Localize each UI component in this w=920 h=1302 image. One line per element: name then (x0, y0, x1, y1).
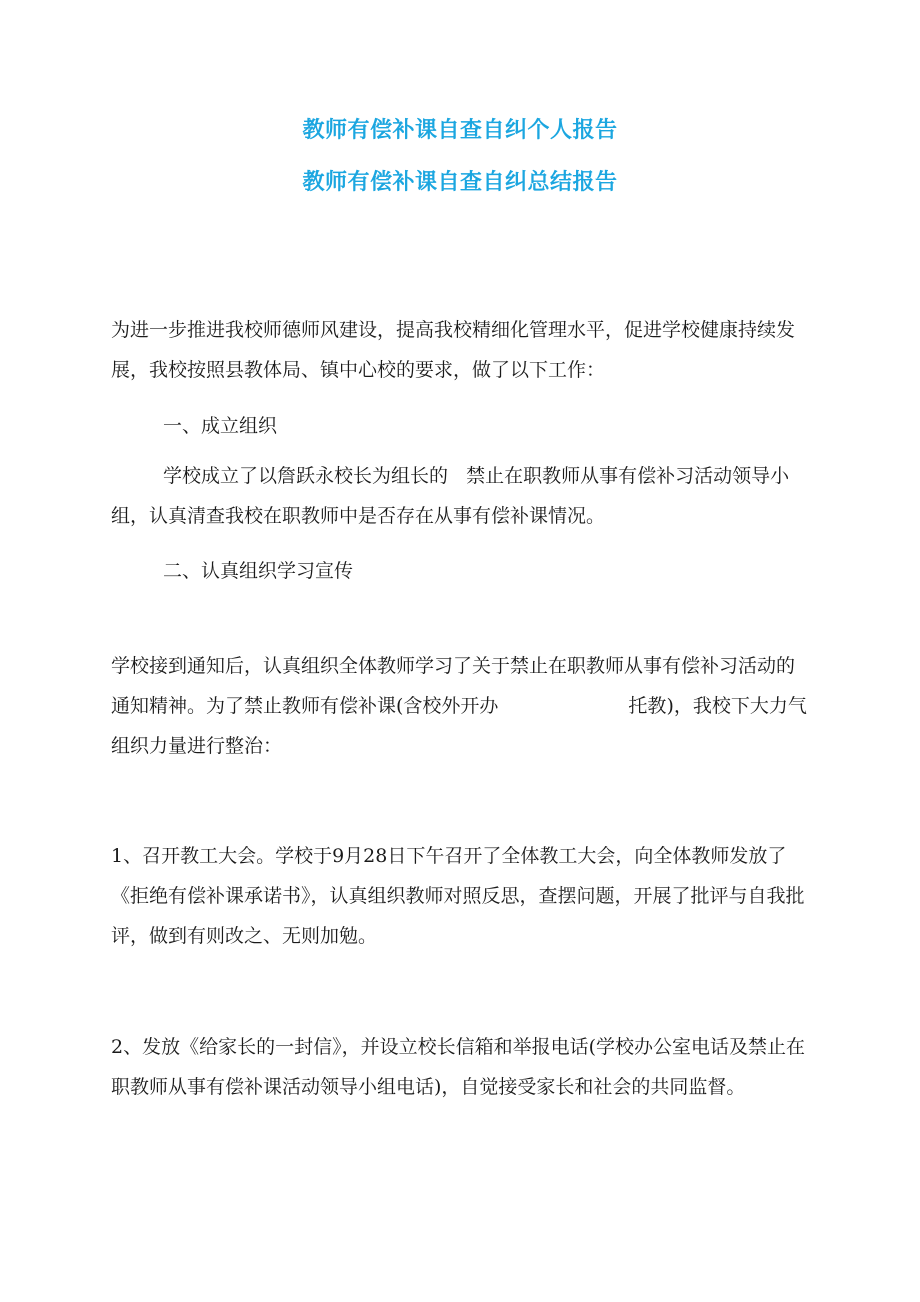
section-2-text-part3: )，我校下大力气组织力量进行整治： (111, 695, 807, 757)
document-title-1: 教师有偿补课自查自纠个人报告 (302, 118, 618, 143)
list-item-2: 2、发放《给家长的一封信》，并设立校长信箱和举报电话(学校办公室电话及禁止在职教师从事有偿补课活动领导小组电话)，自觉接受家长和社会的共同监督。 (111, 1036, 806, 1098)
document-title-2: 教师有偿补课自查自纠总结报告 (302, 170, 618, 195)
list-item-1: 1、召开教工大会。学校于9月28日下午召开了全体教工大会，向全体教师发放了《拒绝有偿补课承诺书》，认真组织教师对照反思，查摆问题，开展了批评与自我批评，做到有则改之、无则加勉。 (111, 845, 805, 947)
title-block (0, 116, 920, 220)
section-1-text-part2: 禁止在职教师从事有偿补习活动领导小组，认真清查我校在职教师中是否存在从事有偿补课情况。 (111, 465, 790, 527)
section-2-text-part2: 托教 (628, 695, 667, 717)
section-heading-1: 一、成立组织 (163, 415, 278, 437)
intro-paragraph: 为进一步推进我校师德师风建设，提高我校精细化管理水平，促进学校健康持续发展，我校按照县教体局、镇中心校的要求，做了以下工作： (111, 319, 796, 381)
section-1-text-part1: 学校成立了以詹跃永校长为组长的 (163, 465, 449, 487)
section-1-paragraph (111, 456, 811, 536)
section-2-text-part1: 学校接到通知后，认真组织全体教师学习了关于禁止在职教师从事有偿补习活动的通知精神。为了禁止教师有偿补课(含校外开办 (111, 655, 796, 717)
section-2-paragraph (111, 646, 811, 766)
section-heading-2: 二、认真组织学习宣传 (163, 560, 354, 582)
